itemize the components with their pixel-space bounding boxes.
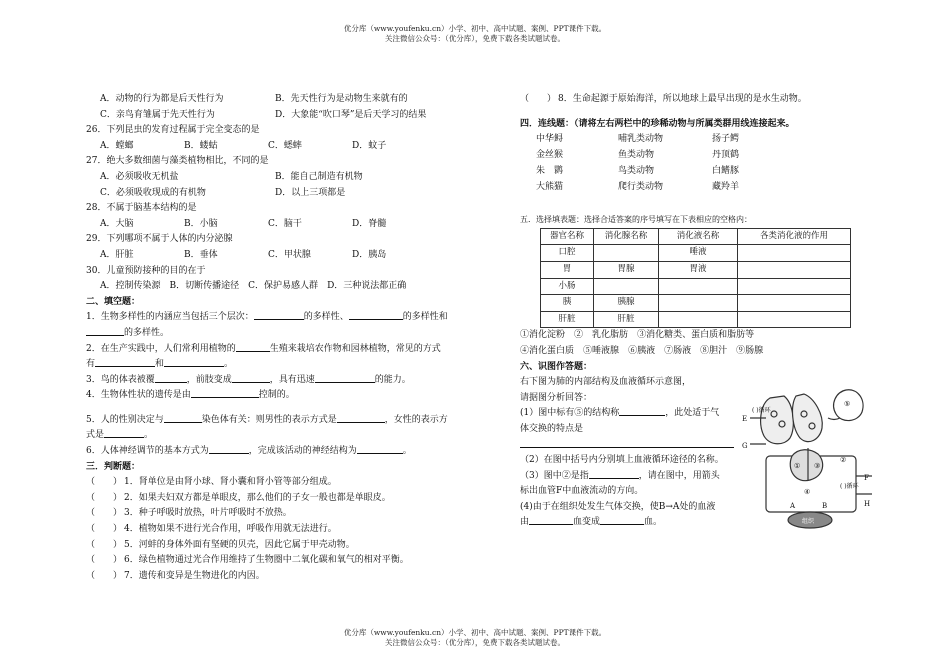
fill-q6-blank-2[interactable] [357,444,403,454]
connect-item[interactable]: 朱 鹮 [536,165,564,176]
connect-item[interactable]: 金丝猴 [536,149,564,160]
q28-option-c: C．脑干 [268,218,302,229]
fill-q5-blank-2[interactable] [337,413,385,423]
fill-q2-blank-1[interactable] [236,342,270,352]
diagram-q3-blank-1[interactable] [589,469,639,479]
judge-section-title: 三．判断题： [86,461,141,472]
select-options-row-2 [520,344,865,360]
diagram-q4-text-1: 由 [520,517,530,528]
fill-q1-text-1: 1．生物多样性的内涵应当包括三个层次： [86,312,254,323]
table-row [541,311,851,328]
connect-item[interactable]: 扬子鳄 [712,134,740,145]
spacer [86,404,484,413]
table-cell: 胰腺 [594,295,659,312]
spacer [520,108,865,117]
fill-q5-line-2 [86,428,484,444]
table-cell: 口腔 [541,245,594,262]
lung-right-shape [793,394,823,442]
table-cell: 胰 [541,295,594,312]
connect-item[interactable]: 哺乳类动物 [618,134,664,145]
q25-option-d: D．大象能“吹口琴”是后天学习的结果 [275,109,427,120]
judge-answer-paren[interactable]: （ ） [86,539,123,550]
fill-q1-blank-1[interactable] [254,310,304,320]
label-e: E [742,415,748,423]
diagram-q4-blank-2[interactable] [600,515,644,525]
diagram-q1-blank-2[interactable] [520,438,734,448]
fill-q6-text-1: 6．人体神经调节的基本方式为 [86,446,209,457]
fill-q5-blank-3[interactable] [104,428,144,438]
select-option: ⑧胆汁 [700,345,728,356]
fill-q3-text-3: ，具有迅速 [269,374,315,385]
fill-q2-text-1: 2．在生产实践中，人们常利用植物的 [86,343,236,354]
fill-q6-blank-1[interactable] [209,444,249,454]
fill-q1-text-3: 的多样性和 [402,312,448,323]
fill-q2-line-1 [86,342,484,358]
fill-q5-text-1: 5．人的性别决定与 [86,414,164,425]
q29-option-d: D．胰岛 [352,249,387,260]
q26-option-d: D．蚊子 [352,140,387,151]
select-options-row-1 [520,328,865,344]
select-option: ⑨肠腺 [736,345,764,356]
connect-columns [536,132,865,212]
select-option: ⑥胰液 [628,345,656,356]
diagram-q3-text-2: ，请在图中，用箭头 [638,470,720,481]
q26-stem: 26．下列昆虫的发育过程属于完全变态的是 [86,125,260,136]
diagram-q1-text-1: (1）图中标有⑤的结构称 [520,408,620,419]
diagram-ask: 请据图分析回答： [520,392,593,403]
connect-col-animals-2 [712,132,739,195]
judge-answer-paren[interactable]: （ ） [86,555,123,566]
connector-shape [828,418,840,420]
fill-q1-blank-2[interactable] [349,310,403,320]
diagram-q1-line-2: 体交换的特点是 [520,423,584,434]
bracket-label-pulmonary: ( )循环 [752,407,771,414]
connect-item[interactable]: 鸟类动物 [618,165,655,176]
diagram-q4-text-2: 血变成 [573,517,601,528]
q27-option-c: C．必须吸收现成的有机物 [100,187,206,198]
fill-q2-text-5: 。 [224,359,234,370]
fill-q4-text-1: 4．生物体性状的遗传是由 [86,390,191,401]
q28-option-a: A．大脑 [100,218,134,229]
connect-col-groups [618,132,663,195]
q27-options-row-1 [86,170,484,186]
fill-q6-text-3: 。 [402,446,412,457]
table-cell[interactable] [659,295,738,312]
judge-item-text: 5．河蚌的身体外面有坚硬的贝壳，因此它属于甲壳动物。 [124,539,355,550]
q27-stem: 27．绝大多数细菌与藻类植物相比，不同的是 [86,156,269,167]
q30-option-a: A．控制传染源 [100,281,161,292]
diagram-q1-blank-1[interactable] [619,406,665,416]
fill-q2-blank-3[interactable] [164,357,224,367]
table-cell[interactable] [738,261,851,278]
table-cell: 肝脏 [541,311,594,328]
fill-q1-text-2: 的多样性、 [303,312,349,323]
q28-stem: 28．不属于脑基本结构的是 [86,203,197,214]
q29-options [86,248,484,264]
organ-label: 组织 [802,518,815,525]
q28-options [86,217,484,233]
table-header-row [541,228,851,245]
judge-item-text: 2．如果夫妇双方都是单眼皮，那么他们的子女一般也都是单眼皮。 [124,492,391,503]
judge-item-text: 1．肾单位是由肾小球、肾小囊和肾小管等部分组成。 [124,477,337,488]
judge-item [86,538,484,554]
diagram-q3-text-1: （3）图中②是指 [520,470,589,481]
fill-q2-text-3: 有 [86,359,96,370]
lung-circulation-diagram [740,384,876,536]
judge-answer-paren[interactable]: （ ） [86,570,123,581]
diagram-q2: （2）在图中括号内分别填上血液循环途径的名称。 [520,455,724,466]
connect-item[interactable]: 丹顶鹤 [712,149,740,160]
table-cell[interactable] [738,295,851,312]
q30-option-d: D．三种说法都正确 [327,281,407,292]
table-cell[interactable] [738,311,851,328]
header-line-2: 关注微信公众号：（优分库），免费下载各类试题试卷。 [385,34,565,43]
connect-item[interactable]: 鱼类动物 [618,149,655,160]
label-a: A [790,502,796,510]
table-cell[interactable] [659,311,738,328]
diagram-q4-blank-1[interactable] [529,515,573,525]
q27-option-b: B．能自己制造有机物 [275,171,363,182]
select-option: ④消化蛋白质 [520,345,575,356]
fill-q3-text-2: ，前肢变成 [186,374,232,385]
table-row [541,245,851,262]
fill-q1-line-2 [86,326,484,342]
q25-option-b: B．先天性行为是动物生来就有的 [275,94,408,104]
table-cell: 小肠 [541,278,594,295]
judge-item [86,522,484,538]
table-cell: 胃腺 [594,261,659,278]
table-cell: 胃 [541,261,594,278]
select-fill-title: 五．选择填表题：选择合适答案的序号填写在下表相应的空格内： [520,215,752,225]
page-header [0,24,950,44]
connect-item[interactable]: 大熊猫 [536,181,564,192]
lung-left-shape [761,396,794,444]
bracket-label-systemic: ( )循环 [840,483,859,490]
q28-option-d: D．脊髓 [352,218,387,229]
table-cell[interactable] [738,278,851,295]
q29-option-a: A．肝脏 [100,249,134,260]
fill-section-title: 二、填空题： [86,296,141,307]
q29-option-c: C．甲状腺 [268,249,311,260]
fill-q5-line-1 [86,413,484,429]
label-1: ① [794,462,801,470]
table-header-cell: 各类消化液的作用 [738,228,851,245]
select-option: ⑦肠液 [664,345,692,356]
select-option: ①消化淀粉 [520,330,566,341]
table-header-cell: 消化腺名称 [594,228,659,245]
judge-item-8 [520,92,865,108]
fill-q3-blank-1[interactable] [155,373,187,383]
footer-line-2: 关注微信公众号：（优分库），免费下载各类试题试卷。 [385,638,565,647]
select-option: ⑤唾液腺 [583,345,620,356]
digestion-table [540,228,851,329]
judge-answer-paren[interactable]: （ ） [86,508,123,519]
q26-options [86,139,484,155]
fill-q3-blank-2[interactable] [232,373,270,383]
fill-q6 [86,444,484,460]
circulation-svg [740,384,876,536]
fill-q3-blank-3[interactable] [315,373,375,383]
q28-option-b: B．小脑 [184,218,218,229]
fill-q1-blank-3[interactable] [86,326,124,336]
q30-stem: 30．儿童预防接种的目的在于 [86,265,206,276]
q30-option-b: B．切断传播途径 [169,281,240,292]
fill-q5-text-2: 染色体有关：则男性的表示方式是 [201,414,337,425]
judge-answer-paren[interactable]: （ ） [86,492,123,503]
q26-option-c: C．蟋蟀 [268,140,302,151]
judge-item [86,475,484,491]
table-cell[interactable] [594,245,659,262]
footer-line-1: 优分库（www.youfenku.cn）小学、初中、高中试题、案例、PPT课件下载。 [343,628,607,637]
diagram-intro: 右下图为肺的内部结构及血液循环示意图， [520,377,692,388]
label-g: G [742,442,748,450]
judge-item-text: 7．遗传和变异是生物进化的内因。 [124,570,265,581]
judge-item [86,569,484,585]
judge-answer-paren[interactable]: （ ） [86,524,123,535]
fill-q6-text-2: ，完成该活动的神经结构为 [248,446,357,457]
judge-item [86,491,484,507]
fill-q5-text-5: 。 [144,430,154,441]
label-2: ② [840,456,847,464]
fill-q3-text-4: 的能力。 [374,374,411,385]
fill-q2-line-2 [86,357,484,373]
judge-item [86,506,484,522]
diagram-q4-text-3: 血。 [644,517,663,528]
q29-stem: 29．下列哪项不属于人体的内分泌腺 [86,234,233,245]
diagram-q3-line-2: 标出血管F中血液流动的方向。 [520,486,644,497]
table-header-cell: 器官名称 [541,228,594,245]
diagram-q4-line-1: (4)由于在组织处发生气体交换，使B→A处的血液 [520,501,716,512]
table-cell[interactable] [659,278,738,295]
table-row [541,278,851,295]
table-row [541,261,851,278]
fill-q4-blank-1[interactable] [191,388,259,398]
table-cell: 唾液 [659,245,738,262]
q27-option-a: A．必须吸收无机盐 [100,171,179,182]
diagram-q1-text-2: ，此处适于气 [665,408,720,419]
table-header-cell: 消化液名称 [659,228,738,245]
diagram-section-title: 六、识图作答题： [520,361,593,372]
q27-options-row-2 [86,186,484,202]
label-b: B [822,502,828,510]
fill-q1-text-4: 的多样性。 [124,327,170,338]
judge-item-text: 6．绿色植物通过光合作用维持了生物圈中二氧化碳和氧气的相对平衡。 [124,555,409,566]
label-3: ③ [814,462,821,470]
fill-q2-text-4: 和 [155,359,165,370]
select-option: ② 乳化脂肪 [574,330,629,341]
fill-q3-text-1: 3．鸟的体表被覆 [86,374,155,385]
select-option: ③消化糖类、蛋白质和脂肪等 [637,330,755,341]
q25-options-row-1 [86,92,484,108]
connect-item[interactable]: 中华鲟 [536,134,564,145]
label-f: F [864,474,869,482]
left-column [86,92,484,584]
q26-option-a: A．螳螂 [100,140,134,151]
label-h: H [864,500,871,508]
connect-section-title: 四．连线题：（请将左右两栏中的珍稀动物与所属类群用线连接起来。 [520,118,795,129]
fill-q4 [86,388,484,404]
connect-item[interactable]: 爬行类动物 [618,181,664,192]
connect-col-animals-1 [536,132,563,195]
q25-options-row-2 [86,108,484,124]
table-cell[interactable] [738,245,851,262]
q25-option-c: C．亲鸟育雏属于先天性行为 [100,109,215,120]
q30-options [86,279,484,295]
fill-q5-blank-1[interactable] [164,413,202,423]
judge-item-text: 8．生命起源于原始海洋，所以地球上最早出现的是水生动物。 [558,94,807,104]
judge-answer-paren[interactable]: （ ） [86,477,123,488]
table-cell[interactable] [594,278,659,295]
table-cell: 肝脏 [594,311,659,328]
fill-q3 [86,373,484,389]
q30-option-c: C．保护易感人群 [248,281,319,292]
judge-item-text: 4．植物如果不进行光合作用，呼吸作用就无法进行。 [124,524,337,535]
q26-option-b: B．蝼蛄 [184,140,218,151]
fill-q1-line-1 [86,310,484,326]
fill-q4-text-2: 控制的。 [258,390,295,401]
fill-q5-text-3: ，女性的表示方 [384,414,448,425]
table-cell: 胃液 [659,261,738,278]
q29-option-b: B．垂体 [184,249,218,260]
q27-option-d: D．以上三项都是 [275,187,346,198]
label-4: ④ [804,488,811,496]
connect-item[interactable]: 白鳍豚 [712,165,740,176]
header-line-1: 优分库（www.youfenku.cn）小学、初中、高中试题、案例、PPT课件下载。 [343,24,607,33]
judge-item-text: 3．种子呼吸时放热，叶片呼吸时不放热。 [124,508,292,519]
page-footer [0,628,950,648]
table-row [541,295,851,312]
judge-item [86,553,484,569]
fill-q5-text-4: 式是 [86,430,105,441]
connect-item[interactable]: 藏羚羊 [712,181,740,192]
judge-answer-paren[interactable]: （ ） [520,94,557,104]
fill-q2-text-2: 生殖来栽培农作物和园林植物，常见的方式 [269,343,441,354]
q25-option-a: A．动物的行为都是后天性行为 [100,94,224,104]
label-5: ⑤ [844,400,851,408]
fill-q2-blank-2[interactable] [95,357,155,367]
